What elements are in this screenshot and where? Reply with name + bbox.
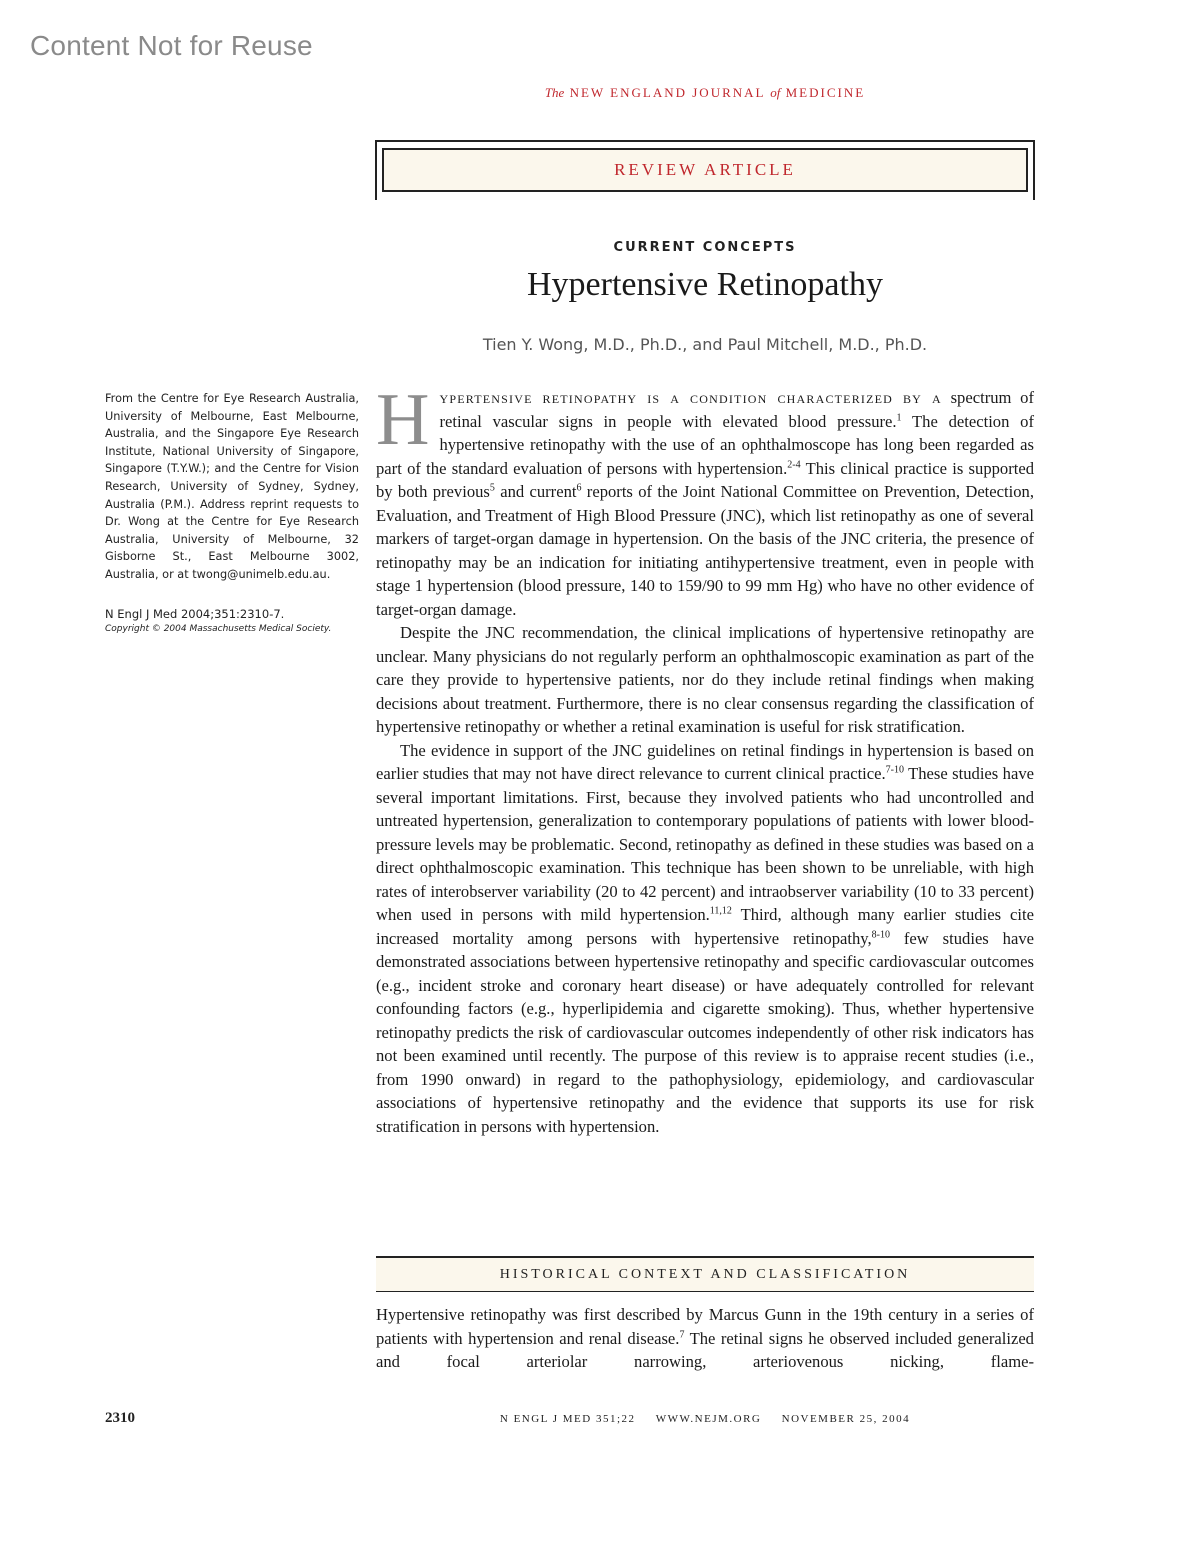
journal-the: The: [544, 85, 565, 100]
journal-name-part1: NEW ENGLAND JOURNAL: [569, 85, 765, 100]
p3-text: The evidence in support of the JNC guidelines on retinal findings in hypertension is based on earlier studies that may not have direct relevance to current clinical practice.: [376, 740, 1034, 783]
sidebar: [105, 390, 359, 636]
journal-header: [376, 85, 1034, 101]
section-body: [376, 1303, 1034, 1374]
p1-text: spectrum of retinal vascular signs in people with elevated blood pressure.: [439, 388, 1034, 431]
article-body: [376, 379, 1035, 1138]
reference-sup: 5: [489, 482, 495, 494]
footer-issue: N ENGL J MED 351;22: [499, 1413, 636, 1425]
p1-text: and current: [494, 482, 577, 501]
p1-text: This clinical practice is supported by both previous: [376, 458, 1035, 501]
authors: Tien Y. Wong, M.D., Ph.D., and Paul Mitchell, M.D., Ph.D.: [482, 335, 928, 354]
paragraph-2: Despite the JNC recommendation, the clinical implications of hypertensive retinopathy are unclear. Many physicians do not regularly perform an ophthalmoscopic examination as part of the care they provide to hypertensive patients, nor do they include retinal findings when making decisions about treatment. Furthermore, there is no clear consensus regarding the classification of hypertensive retinopathy or whether a retinal examination is useful for risk stratification.: [376, 623, 1034, 736]
article-title: Hypertensive Retinopathy: [527, 266, 883, 303]
section-text: The retinal signs he observed included generalized and focal arteriolar narrowing, arteriovenous nicking, flame-: [376, 1328, 1034, 1371]
section-kicker: CURRENT CONCEPTS: [613, 240, 797, 255]
section-heading: [376, 1256, 1034, 1292]
p1-text: reports of the Joint National Committee on Prevention, Detection, Evaluation, and Treatment of High Blood Pressure (JNC), which list retinopathy as one of several markers of target-organ damage in hypertension. On the basis of the JNC criteria, the presence of retinopathy may be an indication for initiating antihypertensive treatment, even in people with stage 1 hypertension (blood pressure, 140 to 159/90 to 99 mm Hg) who have no other evidence of target-organ damage.: [376, 482, 1034, 619]
reference-sup: 7-10: [885, 764, 905, 776]
copyright: Copyright © 2004 Massachusetts Medical Society.: [105, 623, 332, 634]
p1-text: The detection of hypertensive retinopathy with the use of an ophthalmoscope has long been regarded as part of the standard evaluation of persons with hypertension.: [376, 411, 1034, 478]
section-heading-label: HISTORICAL CONTEXT AND CLASSIFICATION: [499, 1266, 911, 1282]
footer-website: WWW.NEJM.ORG: [655, 1413, 762, 1425]
journal-of: of: [770, 85, 781, 100]
reference-sup: 11,12: [709, 905, 732, 917]
author-affiliations: From the Centre for Eye Research Australia, University of Melbourne, East Melbourne, Australia, and the Singapore Eye Research Institute, National University of Singapore, Singapore (T.Y.W.); and the Centre for Vision Research, University of Sydney, Sydney, Australia (P.M.). Address reprint requests to Dr. Wong at the Centre for Eye Research Australia, University of Melbourne, 32 Gisborne St., East Melbourne 3002, Australia, or at twong@unimelb.edu.au.: [105, 392, 359, 581]
article-type-label: REVIEW ARTICLE: [614, 160, 796, 179]
reference-sup: 6: [576, 482, 582, 494]
p3-text: few studies have demonstrated associations between hypertensive retinopathy and specific cardiovascular outcomes (e.g., incident stroke and coronary heart disease) or have adequately controlled for relevant confounding factors (e.g., hyperlipidemia and cigarette smoking). Thus, whether hypertensive retinopathy predicts the risk of cardiovascular outcomes independently of other risk indicators has not been examined until recently. The purpose of this review is to appraise recent studies (i.e., from 1990 onward) in regard to the pathophysiology, epidemiology, and cardiovascular associations of hypertensive retinopathy and the evidence that supports its use for risk stratification in persons with hypertension.: [376, 928, 1034, 1136]
journal-name-part2: MEDICINE: [785, 85, 866, 100]
article-type-banner: [375, 140, 1035, 200]
watermark: Content Not for Reuse: [30, 30, 313, 61]
reference-sup: 1: [896, 411, 902, 423]
reference-sup: 8-10: [871, 928, 890, 940]
lead-in-caps: ypertensive retinopathy is a condition characterized by a: [439, 388, 942, 407]
reference-sup: 2-4: [787, 458, 801, 470]
page-number: 2310: [105, 1410, 135, 1426]
footer-date: NOVEMBER 25, 2004: [781, 1413, 911, 1425]
reference-sup: 7: [679, 1328, 685, 1340]
p3-text: These studies have several important limitations. First, because they involved patients who had uncontrolled and untreated hypertension, generalization to contemporary populations of patients with lower blood-pressure levels may be problematic. Second, retinopathy as defined in these studies was based on a direct ophthalmoscopic examination. This technique has been shown to be unreliable, with high rates of interobserver variability (20 to 42 percent) and intraobserver variability (10 to 33 percent) when used in persons with mild hypertension.: [376, 764, 1034, 924]
footer: [376, 1413, 1034, 1425]
section-text: Hypertensive retinopathy was first described by Marcus Gunn in the 19th century in a series of patients with hypertension and renal disease.: [376, 1305, 1034, 1348]
paragraph-3: [376, 739, 1034, 1139]
p3-text: Third, although many earlier studies cite increased mortality among persons with hypertensive retinopathy,: [376, 905, 1034, 948]
drop-cap: H: [376, 379, 430, 461]
citation: N Engl J Med 2004;351:2310-7.: [105, 606, 285, 621]
article-type-box: [382, 148, 1028, 192]
paragraph-1: [376, 379, 1035, 621]
